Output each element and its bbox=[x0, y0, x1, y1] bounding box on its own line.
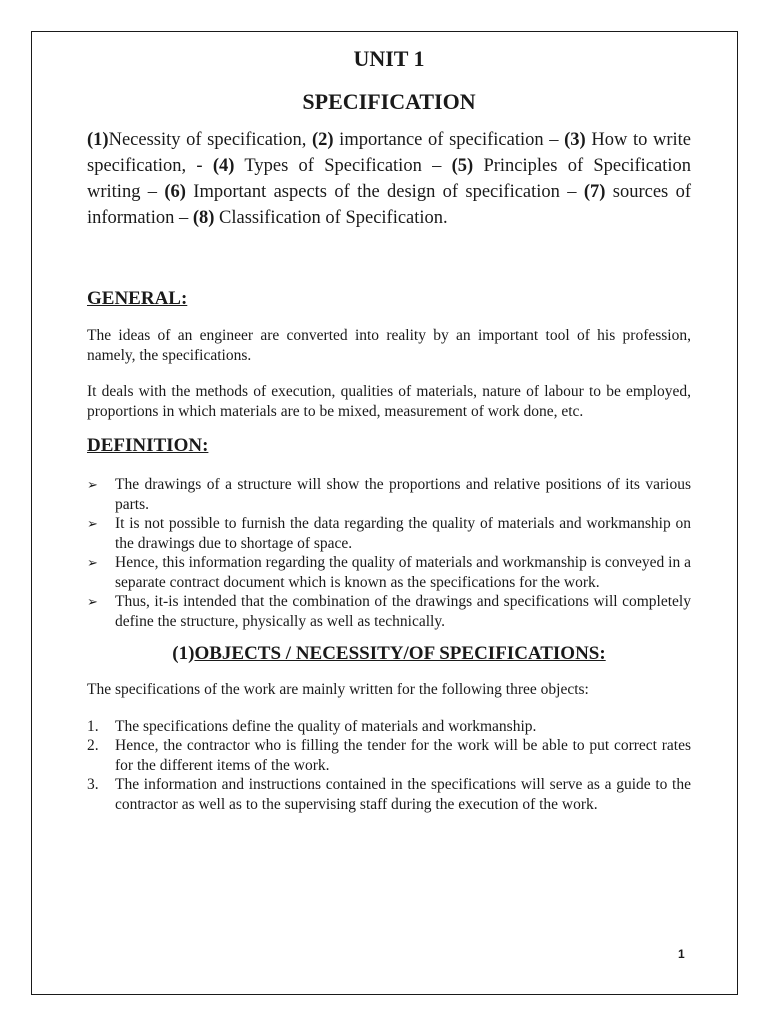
topic-number: (1) bbox=[87, 130, 109, 150]
syllabus-overview bbox=[87, 127, 691, 231]
topic-number: (6) bbox=[164, 182, 186, 202]
topic-text: Principles of Specification writing – bbox=[87, 156, 691, 202]
document-body bbox=[87, 44, 691, 814]
topic-number: (4) bbox=[212, 156, 235, 176]
list-item bbox=[87, 736, 691, 775]
topic-number: (7) bbox=[583, 182, 606, 202]
list-item-text: Hence, this information regarding the quality of materials and workmanship is conveyed in a separate contract document which is known as the specifications for the work. bbox=[115, 554, 691, 591]
topic-text: Important aspects of the design of specification – bbox=[185, 182, 584, 202]
unit-title: UNIT 1 bbox=[353, 46, 425, 71]
list-item-text: Thus, it-is intended that the combination of the drawings and specifications will completely define the structure, physically as well as technically. bbox=[115, 593, 691, 630]
list-item bbox=[87, 775, 691, 814]
topic-text: importance of specification – bbox=[333, 130, 565, 150]
arrow-bullet-icon: ➢ bbox=[87, 594, 98, 609]
topic-number: (5) bbox=[451, 156, 474, 176]
list-item-text: Hence, the contractor who is filling the tender for the work will be able to put correct rates for the different items of the work. bbox=[115, 737, 691, 774]
topic-text: How to write specification, - bbox=[87, 130, 691, 176]
objects-heading bbox=[87, 641, 691, 667]
arrow-bullet-icon: ➢ bbox=[87, 516, 98, 531]
list-item bbox=[87, 717, 691, 737]
heading-text: OBJECTS / NECESSITY/OF SPECIFICATIONS: bbox=[194, 643, 606, 664]
list-item-text: The specifications define the quality of materials and workmanship. bbox=[115, 717, 537, 735]
list-item-text: It is not possible to furnish the data regarding the quality of materials and workmanship on the drawings due to shortage of space. bbox=[115, 515, 691, 552]
topic-text: Classification of Specification. bbox=[214, 208, 448, 228]
list-number: 2. bbox=[87, 737, 99, 754]
topic-text: Necessity of specification, bbox=[108, 130, 312, 150]
list-item bbox=[87, 592, 691, 631]
objects-intro: The specifications of the work are mainly written for the following three objects: bbox=[87, 681, 589, 698]
list-item bbox=[87, 514, 691, 553]
list-item bbox=[87, 475, 691, 514]
page-number: 1 bbox=[678, 947, 685, 961]
general-paragraph: The ideas of an engineer are converted into reality by an important tool of his profession, namely, the specifications. bbox=[87, 327, 691, 364]
topic-number: (2) bbox=[311, 130, 334, 150]
list-item-text: The information and instructions contained in the specifications will serve as a guide to the contractor as well as to the supervising staff during the execution of the work. bbox=[115, 776, 691, 813]
general-paragraph: It deals with the methods of execution, qualities of materials, nature of labour to be employed, proportions in which materials are to be mixed, measurement of work done, etc. bbox=[87, 383, 691, 420]
list-item bbox=[87, 553, 691, 592]
list-number: 1. bbox=[87, 717, 99, 735]
list-item-text: The drawings of a structure will show the proportions and relative positions of its various parts. bbox=[115, 476, 691, 513]
topic-number: (8) bbox=[192, 208, 215, 228]
main-title: SPECIFICATION bbox=[302, 89, 476, 114]
list-number: 3. bbox=[87, 776, 99, 793]
arrow-bullet-icon: ➢ bbox=[87, 555, 98, 570]
topic-number: (3) bbox=[564, 130, 586, 150]
definition-list bbox=[87, 475, 691, 631]
topic-text: Types of Specification – bbox=[234, 156, 452, 176]
objects-list bbox=[87, 717, 691, 815]
heading-prefix: (1) bbox=[172, 643, 195, 664]
topic-text: sources of information – bbox=[87, 182, 691, 228]
definition-heading: DEFINITION: bbox=[87, 435, 209, 456]
arrow-bullet-icon: ➢ bbox=[87, 477, 98, 492]
general-heading: GENERAL: bbox=[87, 288, 188, 309]
